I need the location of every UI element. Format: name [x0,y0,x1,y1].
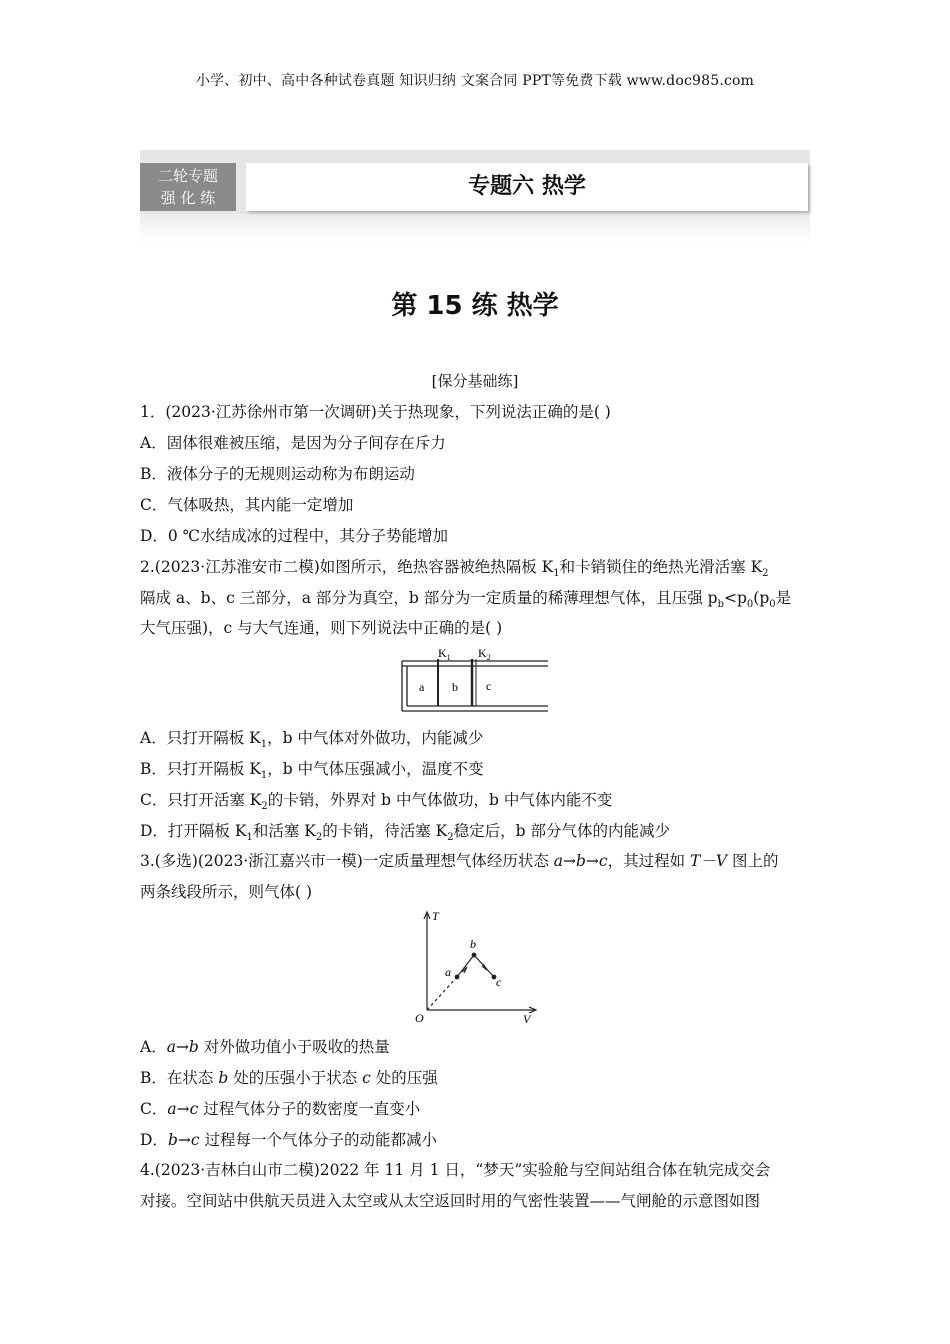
k2-label: $K_2$ [478,646,491,662]
region-b-label: b [452,680,458,694]
badge-line-1: 二轮专题 [157,167,218,185]
q3-stem-line1: 3.(多选)(2023·浙江嘉兴市一模)一定质量理想气体经历状态 a→b→c，其过程如 T－V 图上的 [140,852,779,870]
q2-container-figure [398,645,550,717]
section-title: [保分基础练] [431,372,519,390]
badge-line-2: 强 化 练 [160,189,216,207]
q3-option-d: D．b→c 过程每一个气体分子的动能都减小 [140,1131,437,1149]
q4-stem-line1: 4.(2023·吉林白山市二模)2022 年 11 月 1 日，“梦天”实验舱与空间站组合体在轨完成交会 [140,1161,771,1179]
dashed-origin-line [427,977,457,1010]
q2-option-d: D．打开隔板 $K_1$和活塞 $K_2$的卡销，待活塞 $K_2$稳定后，b 部分气体的内能减少 [140,822,670,844]
point-a [455,975,460,980]
banner-shadow [140,214,810,244]
q1-option-d: D．0 ℃水结成冰的过程中，其分子势能增加 [140,527,449,545]
q2-stem-line3: 大气压强)，c 与大气连通，则下列说法中正确的是( ) [140,619,503,637]
point-b [472,953,477,958]
q2-option-a: A．只打开隔板 $K_1$，b 中气体对外做功，内能减少 [140,729,484,751]
topic-title: 专题六 热学 [246,163,808,211]
point-c-label: c [496,975,502,989]
origin-label: O [415,1011,424,1024]
v-axis-label: V [523,1012,531,1024]
q3-tv-graph [412,906,544,1024]
point-b-label: b [470,937,476,951]
point-a-label: a [445,965,451,979]
region-a-label: a [419,680,425,694]
q4-stem-line2: 对接。空间站中供航天员进入太空或从太空返回时用的气密性装置——气闸舱的示意图如图 [140,1192,761,1210]
region-c-label: c [486,679,492,693]
q2-option-b: B．只打开隔板 $K_1$，b 中气体压强减小，温度不变 [140,760,484,782]
t-axis-label: T [432,909,439,923]
q3-option-c: C．a→c 过程气体分子的数密度一直变小 [140,1100,421,1118]
q3-option-a: A．a→b 对外做功值小于吸收的热量 [140,1038,390,1056]
q2-option-c: C．只打开活塞 $K_2$的卡销，外界对 b 中气体做功，b 中气体内能不变 [140,791,613,813]
q1-option-a: A．固体很难被压缩，是因为分子间存在斥力 [140,434,446,452]
q1-stem: 1．(2023·江苏徐州市第一次调研)关于热现象，下列说法正确的是( ) [140,403,611,421]
q2-stem-line1: 2.(2023·江苏淮安市二模)如图所示，绝热容器被绝热隔板 $K_1$和卡销锁住的绝热光滑活塞 $K_2$ [140,558,769,580]
q3-option-b: B．在状态 b 处的压强小于状态 c 处的压强 [140,1069,438,1087]
q3-stem-line2: 两条线段所示，则气体( ) [140,883,313,901]
q1-option-c: C．气体吸热，其内能一定增加 [140,496,354,514]
k1-label: $K_1$ [438,646,451,662]
q1-option-b: B．液体分子的无规则运动称为布朗运动 [140,465,415,483]
q2-stem-line2: 隔成 a、b、c 三部分，a 部分为真空，b 部分为一定质量的稀薄理想气体，且压强 $p_b<p_0(p_0$是 [140,589,792,611]
series-badge [140,163,236,211]
segment-ab [457,955,474,977]
page-title: 第 15 练 热学 [391,291,559,321]
header-link-text: 小学、初中、高中各种试卷真题 知识归纳 文案合同 PPT等免费下载 www.doc985.com [195,73,755,89]
